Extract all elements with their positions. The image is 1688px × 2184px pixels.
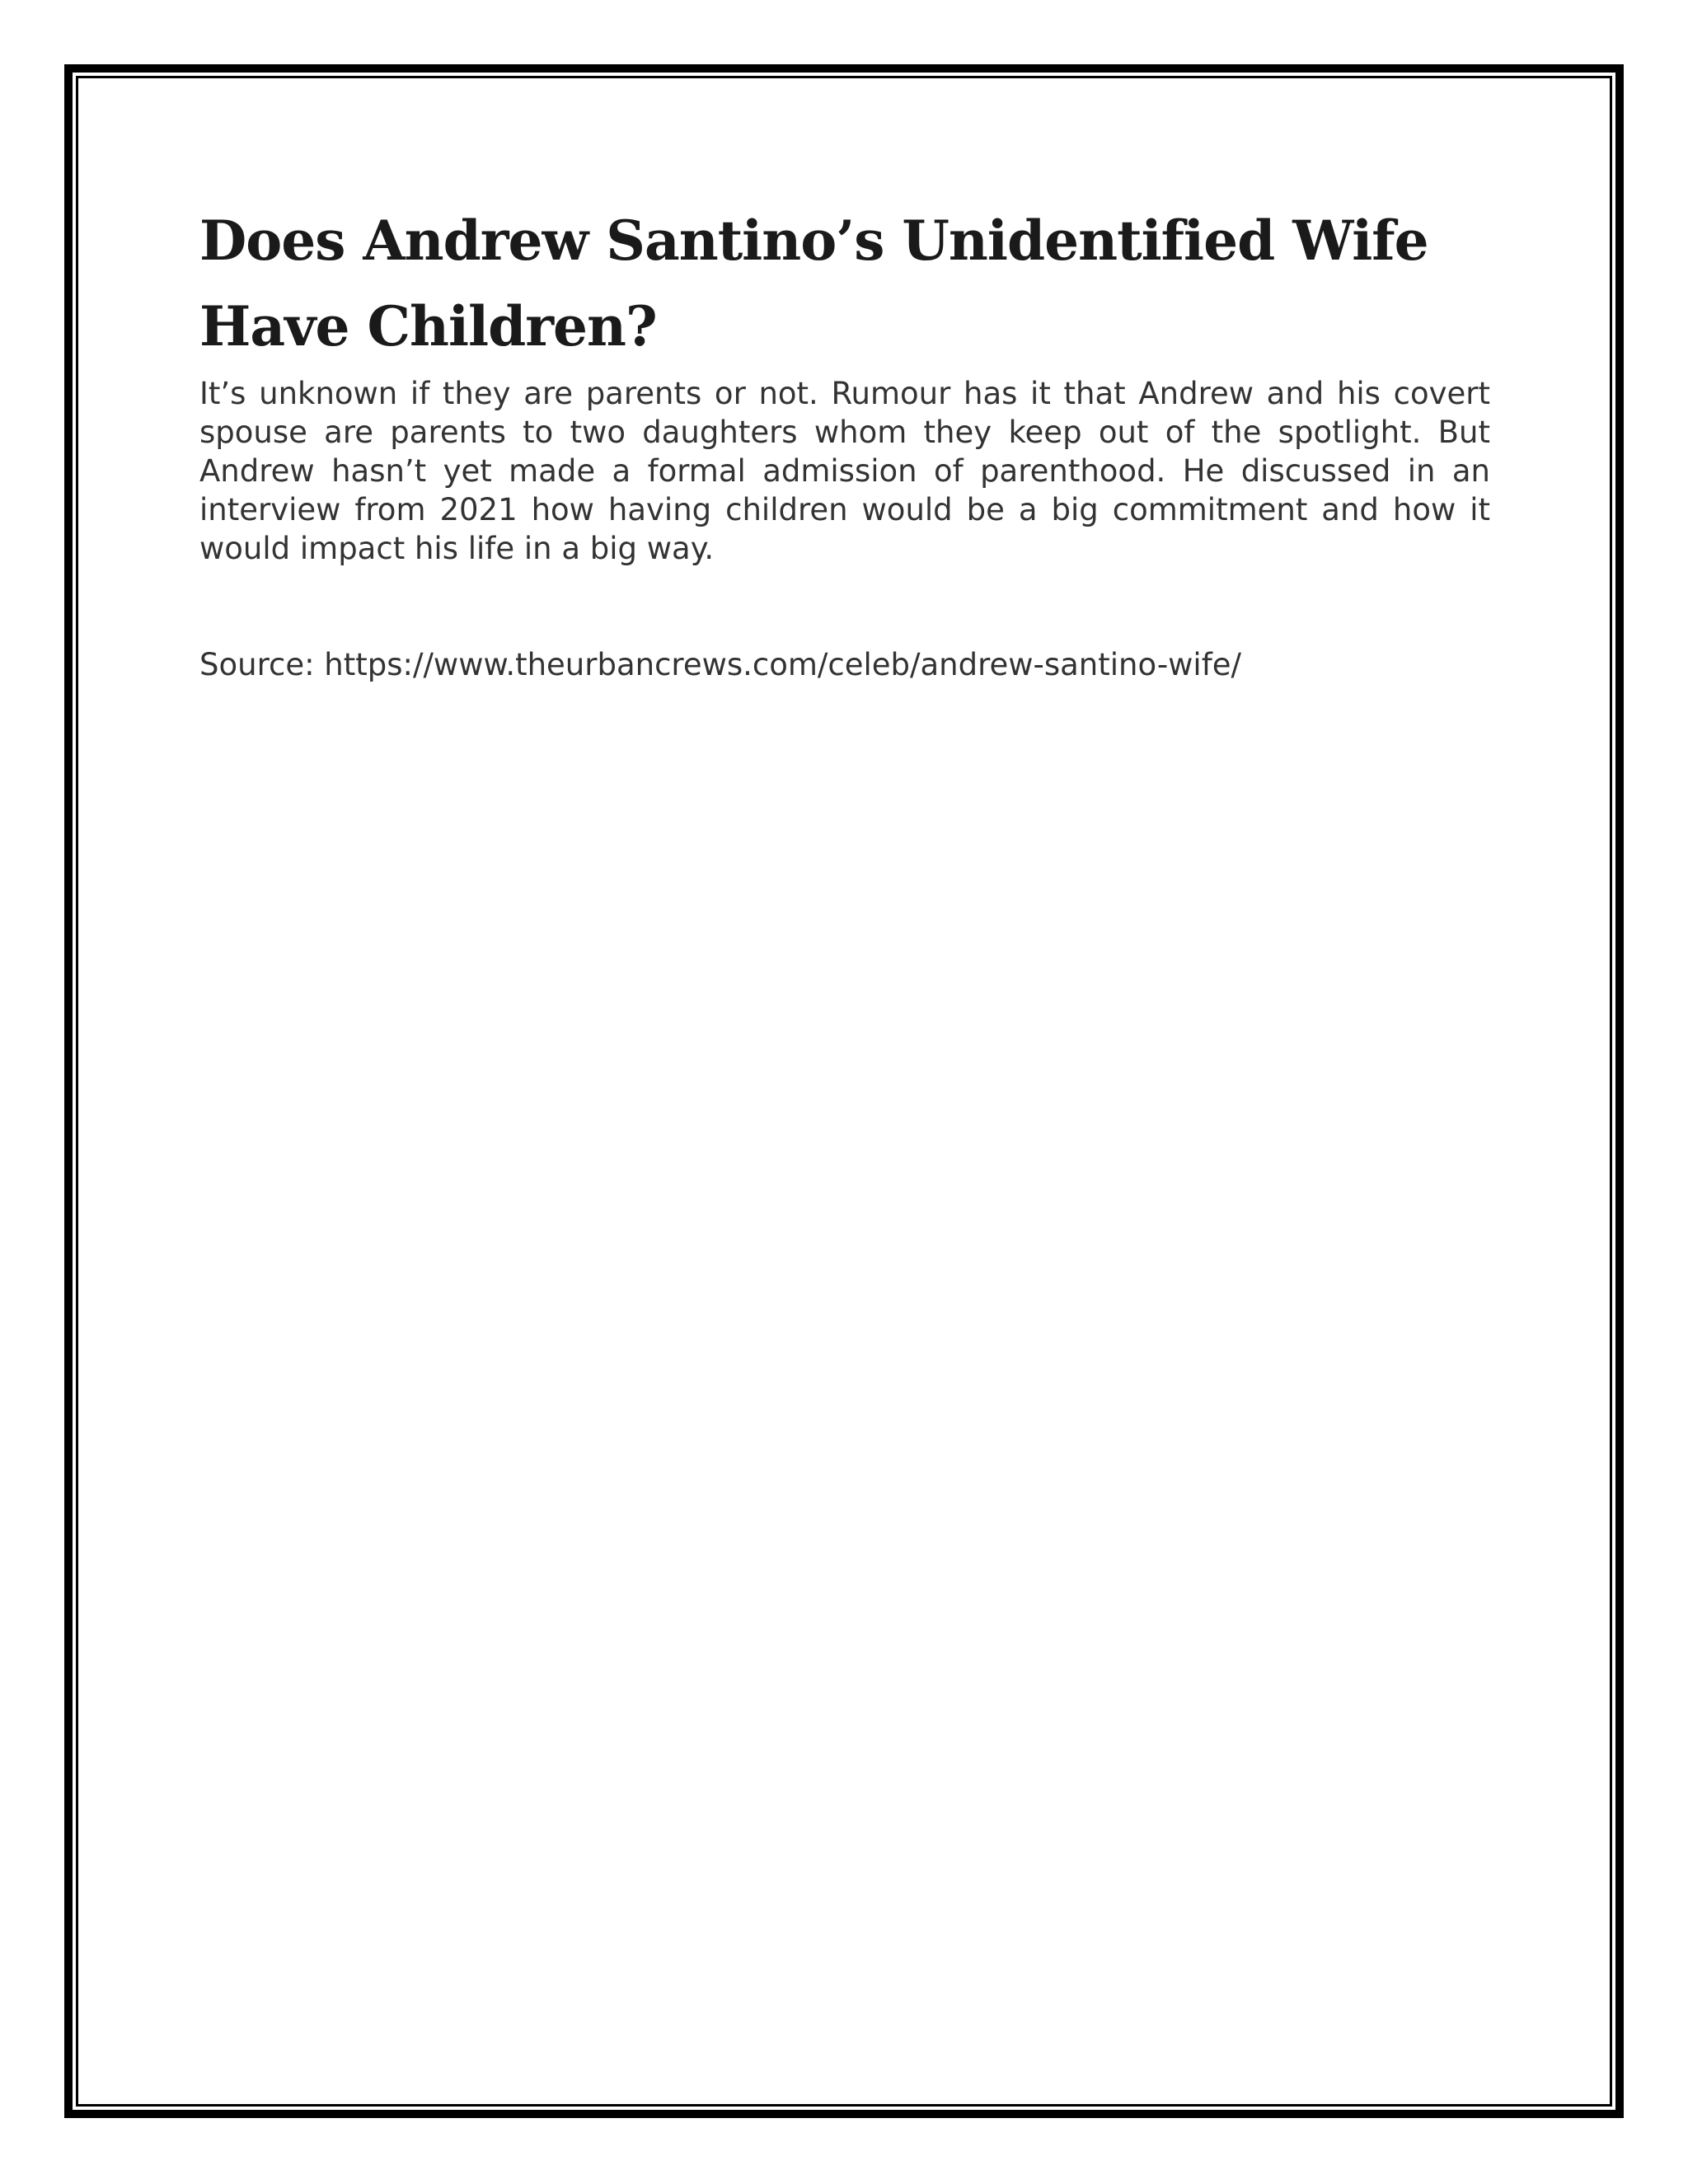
- document-body-paragraph: It’s unknown if they are parents or not. Rumour has it that Andrew and his covert spouse are parents to two daughters whom they keep out of the spotlight. But Andrew hasn’t yet made a formal admission of parenthood. He discussed in an interview from 2021 how having children would be a big commitment and how it would impact his life in a big way.: [199, 376, 1490, 566]
- document-title: Does Andrew Santino’s Unidentified Wife Have Children?: [199, 209, 1428, 359]
- source-citation: Source: https://www.theurbancrews.com/celeb/andrew-santino-wife/: [199, 647, 1241, 682]
- document-content: [199, 198, 1490, 684]
